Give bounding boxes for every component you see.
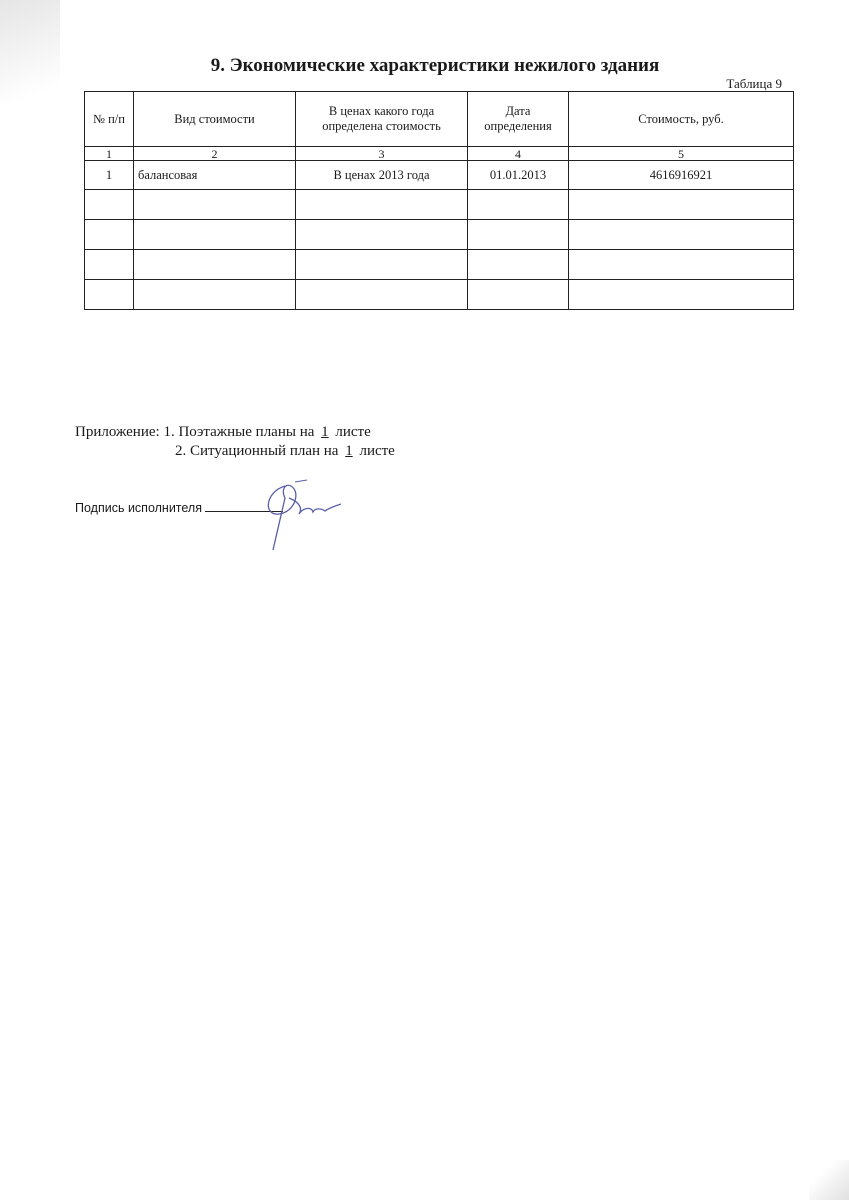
table-header-row bbox=[85, 92, 794, 147]
appendix-item1-prefix: 1. Поэтажные планы на bbox=[163, 424, 315, 440]
appendix-item2-suffix: листе bbox=[359, 443, 395, 459]
appendix-label: Приложение: bbox=[75, 424, 160, 440]
signature-label: Подпись исполнителя bbox=[75, 501, 202, 515]
table-cell bbox=[296, 220, 468, 250]
column-number-row bbox=[85, 147, 794, 161]
appendix-item1-suffix: листе bbox=[335, 424, 371, 440]
table-cell: 4616916921 bbox=[569, 161, 794, 190]
handwritten-signature bbox=[255, 478, 355, 558]
table-cell bbox=[468, 250, 569, 280]
table-cell bbox=[134, 190, 296, 220]
table-cell: 01.01.2013 bbox=[468, 161, 569, 190]
table-cell: 1 bbox=[85, 161, 134, 190]
header-cell-value-type: Вид стоимости bbox=[134, 92, 296, 147]
table-cell bbox=[134, 250, 296, 280]
table-cell bbox=[296, 250, 468, 280]
column-number: 5 bbox=[569, 147, 794, 161]
table-cell: В ценах 2013 года bbox=[296, 161, 468, 190]
appendix-line-2 bbox=[75, 442, 395, 461]
header-cell-price-year: В ценах какого года определена стоимость bbox=[296, 92, 468, 147]
table-cell bbox=[296, 280, 468, 310]
table-cell bbox=[468, 190, 569, 220]
appendix-line-1 bbox=[75, 423, 395, 442]
appendix-item2-prefix: 2. Ситуационный план на bbox=[175, 443, 339, 459]
appendix-item2-count: 1 bbox=[345, 443, 353, 459]
table-cell bbox=[569, 280, 794, 310]
table-cell bbox=[85, 190, 134, 220]
column-number: 3 bbox=[296, 147, 468, 161]
table-cell bbox=[569, 190, 794, 220]
table-cell bbox=[85, 250, 134, 280]
table-row bbox=[85, 220, 794, 250]
table-cell bbox=[134, 280, 296, 310]
header-cell-date: Дата определения bbox=[468, 92, 569, 147]
table-cell bbox=[468, 220, 569, 250]
column-number: 1 bbox=[85, 147, 134, 161]
header-cell-cost: Стоимость, руб. bbox=[569, 92, 794, 147]
column-number: 2 bbox=[134, 147, 296, 161]
table-caption: Таблица 9 bbox=[726, 76, 782, 91]
table-cell bbox=[134, 220, 296, 250]
table-row bbox=[85, 280, 794, 310]
economic-characteristics-table bbox=[84, 91, 794, 310]
table-row bbox=[85, 250, 794, 280]
appendix-item1-count: 1 bbox=[321, 424, 329, 440]
scan-shadow-top-left bbox=[0, 0, 60, 160]
header-cell-number: № п/п bbox=[85, 92, 134, 147]
section-title: 9. Экономические характеристики нежилого здания bbox=[210, 55, 660, 76]
table-row bbox=[85, 190, 794, 220]
table-cell bbox=[296, 190, 468, 220]
scan-shadow-bottom-right bbox=[809, 1160, 849, 1200]
table-cell bbox=[468, 280, 569, 310]
table-cell bbox=[569, 220, 794, 250]
table-cell bbox=[569, 250, 794, 280]
table-cell: балансовая bbox=[134, 161, 296, 190]
table-row bbox=[85, 161, 794, 190]
table-cell bbox=[85, 220, 134, 250]
appendix-block bbox=[75, 423, 395, 461]
signature-field bbox=[75, 501, 283, 515]
column-number: 4 bbox=[468, 147, 569, 161]
table-cell bbox=[85, 280, 134, 310]
